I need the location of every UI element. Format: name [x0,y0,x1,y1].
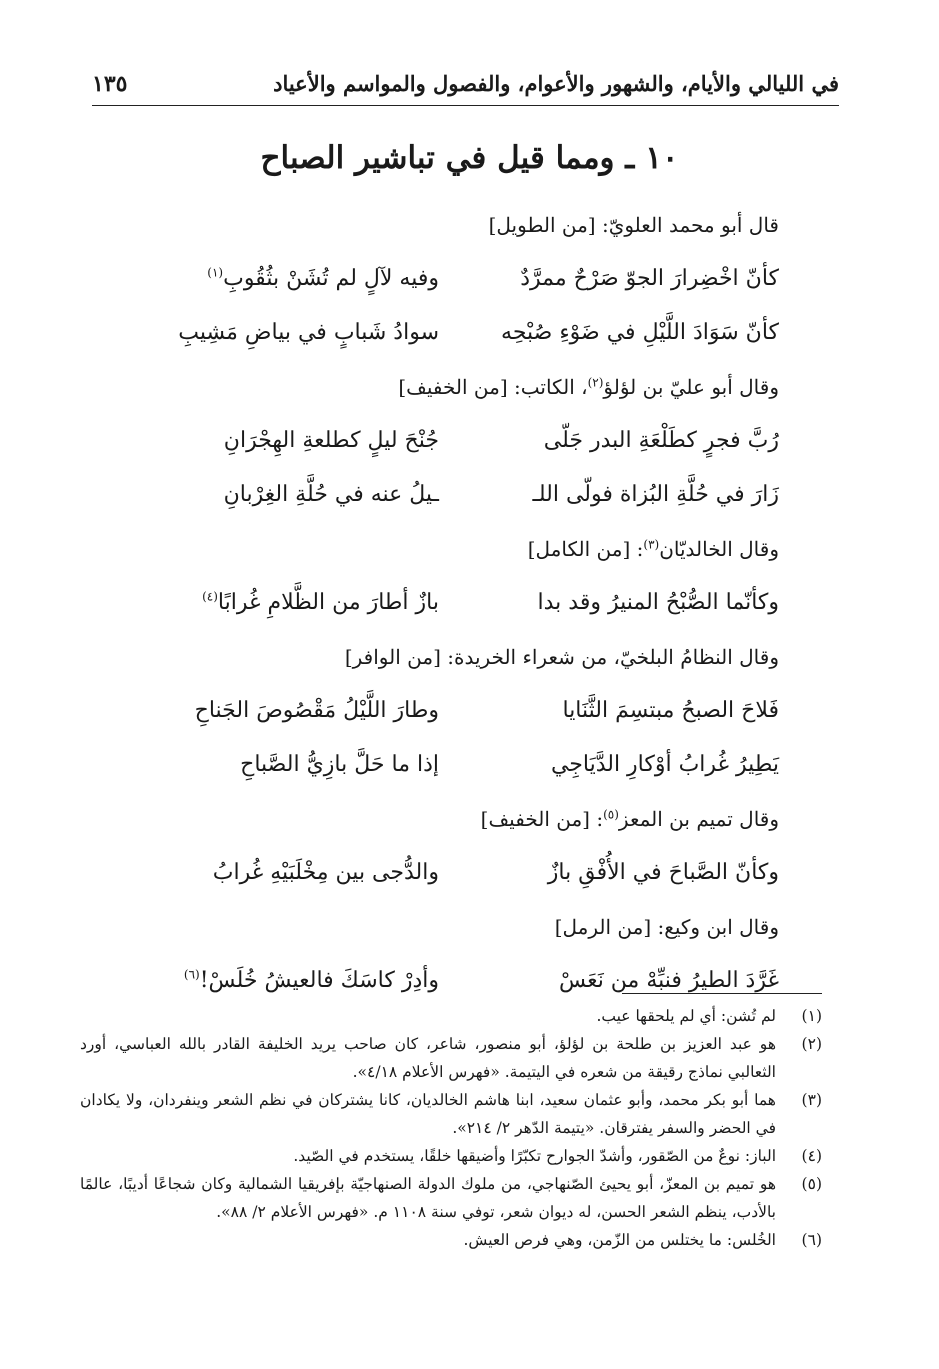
footnote [80,1002,822,1030]
section-title: ١٠ ـ ومما قيل في تباشير الصباح [260,140,679,176]
verse-intro [130,792,779,846]
footnote-number: (١) [801,1007,822,1025]
intro-poet: وقال أبو عليّ بن لؤلؤ [603,375,779,399]
footnote-marker: (٢) [587,375,604,390]
hemistich-text: وفيه لآلٍ لم تُشَنْ بثُقُوبِ [223,266,439,291]
hemistich-text: بازٌ أطارَ من الظَّلامِ غُرابًا [217,590,439,615]
first-hemistich: كأنّ سَوَادَ اللَّيْلِ في ضَوْءِ صُبْحِه [501,320,779,345]
verse-couplet [130,468,779,522]
footnote-text: الخُلس: ما يختلس من الزّمن، وهي فرص العيش. [463,1231,776,1249]
verse-couplet [130,954,779,1008]
footnotes [80,1002,822,1254]
verse-intro [130,522,779,576]
second-hemistich: ـيلُ عنه في حُلَّةِ الغِرْبانِ [223,482,439,507]
footnote-number: (٤) [801,1147,822,1165]
page-number: ١٣٥ [92,70,128,97]
second-hemistich [207,264,439,294]
first-hemistich: وكأنّ الصَّباحَ في الأُفْقِ بازٌ [547,860,779,885]
second-hemistich: والدُّجى بين مِخْلَبَيْهِ غُرابُ [212,860,439,885]
first-hemistich: فَلاحَ الصبحُ مبتسِمَ الثَّنَايا [562,698,779,723]
footnote [80,1086,822,1142]
footnote-text: هو عبد العزيز بن طلحة بن لؤلؤ، أبو منصور، شاعر، كان صاحب يريد الخليفة القادر بالله العباسي، أورد الثعالبي نماذج رقيقة من شعره في اليتيمة. «فهرس الأعلام ٤/١٨». [80,1035,776,1081]
intro-text: وقال النظامُ البلخيّ، من شعراء الخريدة: [من الوافر] [344,645,779,669]
verse-couplet [130,252,779,306]
footnote [80,1170,822,1226]
hemistich-text: وأدِرْ كاسَكَ فالعيشُ خُلَسْ! [199,968,439,993]
footnote-text: هو تميم بن المعزّ، أبو يحيئ الصّنهاجي، من ملوك الدولة الصنهاجيّة بإفريقيا الشمالية وكان شجاعًا أديبًا، عالمًا بالأدب، ينظم الشعر الحسن، له ديوان شعر، توفي سنة ١١٠٨ م. «فهرس الأعلام ٢/ ٨٨». [80,1175,776,1221]
second-hemistich [202,588,439,618]
footnote-text: هما أبو بكر محمد، وأبو عثمان سعيد، ابنا هاشم الخالديان، كانا يشتركان في نظم الشعر وينفردان، ولا يكادان في الحضر والسفر يفترقان. «يتيمة الدّهر ٢/ ٢١٤». [80,1091,776,1137]
footnote-marker: (٤) [202,589,218,604]
intro-text: وقال ابن وكيع: [من الرمل] [554,915,779,939]
intro-meter: : [من الكامل] [527,537,644,561]
intro-poet: وقال تميم بن المعز [618,807,779,831]
footnote-divider [622,993,822,994]
intro-text [481,805,779,833]
footnote-text: لم تُشن: أي لم يلحقها عيب. [596,1007,776,1025]
intro-text [398,373,779,401]
footnote-number: (٦) [801,1231,822,1249]
footnote [80,1142,822,1170]
first-hemistich: رُبَّ فجرٍ كطَلْعَةِ البدر جَلّى [543,428,779,453]
intro-poet: وقال الخالديّان [659,537,779,561]
footnote-text: الباز: نوعٌ من الصّقور، وأشدّ الجوارح تكبّرًا وأضيقها خلقًا، يستخدم في الصّيد. [293,1147,776,1165]
intro-meter: ، الكاتب: [من الخفيف] [398,375,588,399]
first-hemistich: زَارَ في حُلَّةِ البُزاة فولّى اللـ [532,482,779,507]
footnote-number: (٥) [801,1175,822,1193]
first-hemistich: غَرَّدَ الطيرُ فنبِّهْ من نَعَسْ [559,968,779,993]
footnote-number: (٢) [801,1035,822,1053]
footnote-marker: (٥) [603,807,619,822]
running-header [92,62,839,106]
first-hemistich: يَطِيرُ غُرابُ أوْكارِ الدَّيَاجِي [550,752,779,777]
second-hemistich: وطارَ اللَّيْلُ مَقْصُوصَ الجَناحِ [194,698,439,723]
footnote-marker: (٣) [643,537,660,552]
intro-meter: : [من الخفيف] [480,807,604,831]
second-hemistich [184,966,439,996]
verse-intro [130,198,779,252]
second-hemistich: جُنْحَ ليلٍ كطلعةِ الهِجْرَانِ [223,428,439,453]
verse-couplet [130,414,779,468]
first-hemistich: وكأنّما الصُّبْحُ المنيرُ وقد بدا [537,590,779,615]
verse-couplet [130,738,779,792]
verse-intro [130,360,779,414]
footnote [80,1226,822,1254]
footnote-number: (٣) [801,1091,822,1109]
verse-intro [130,630,779,684]
verse-intro [130,900,779,954]
verse-couplet [130,846,779,900]
second-hemistich: إذا ما حَلَّ بازِيُّ الصَّباحِ [240,752,439,777]
first-hemistich: كأنّ اخْضِرارَ الجوّ صَرْحٌ ممرَّدٌ [520,266,779,291]
verse-couplet [130,576,779,630]
second-hemistich: سوادُ شَبابٍ في بياضِ مَشِيبِ [178,320,439,345]
running-title: في الليالي والأيام، والشهور والأعوام، والفصول والمواسم والأعياد [273,71,839,96]
intro-text [528,535,779,563]
verse-couplet [130,684,779,738]
intro-text: قال أبو محمد العلويّ: [من الطويل] [488,213,779,237]
verse-couplet [130,306,779,360]
footnote-marker: (٦) [183,967,200,982]
footnote [80,1030,822,1086]
body-text [130,198,779,1008]
footnote-marker: (١) [207,265,224,280]
